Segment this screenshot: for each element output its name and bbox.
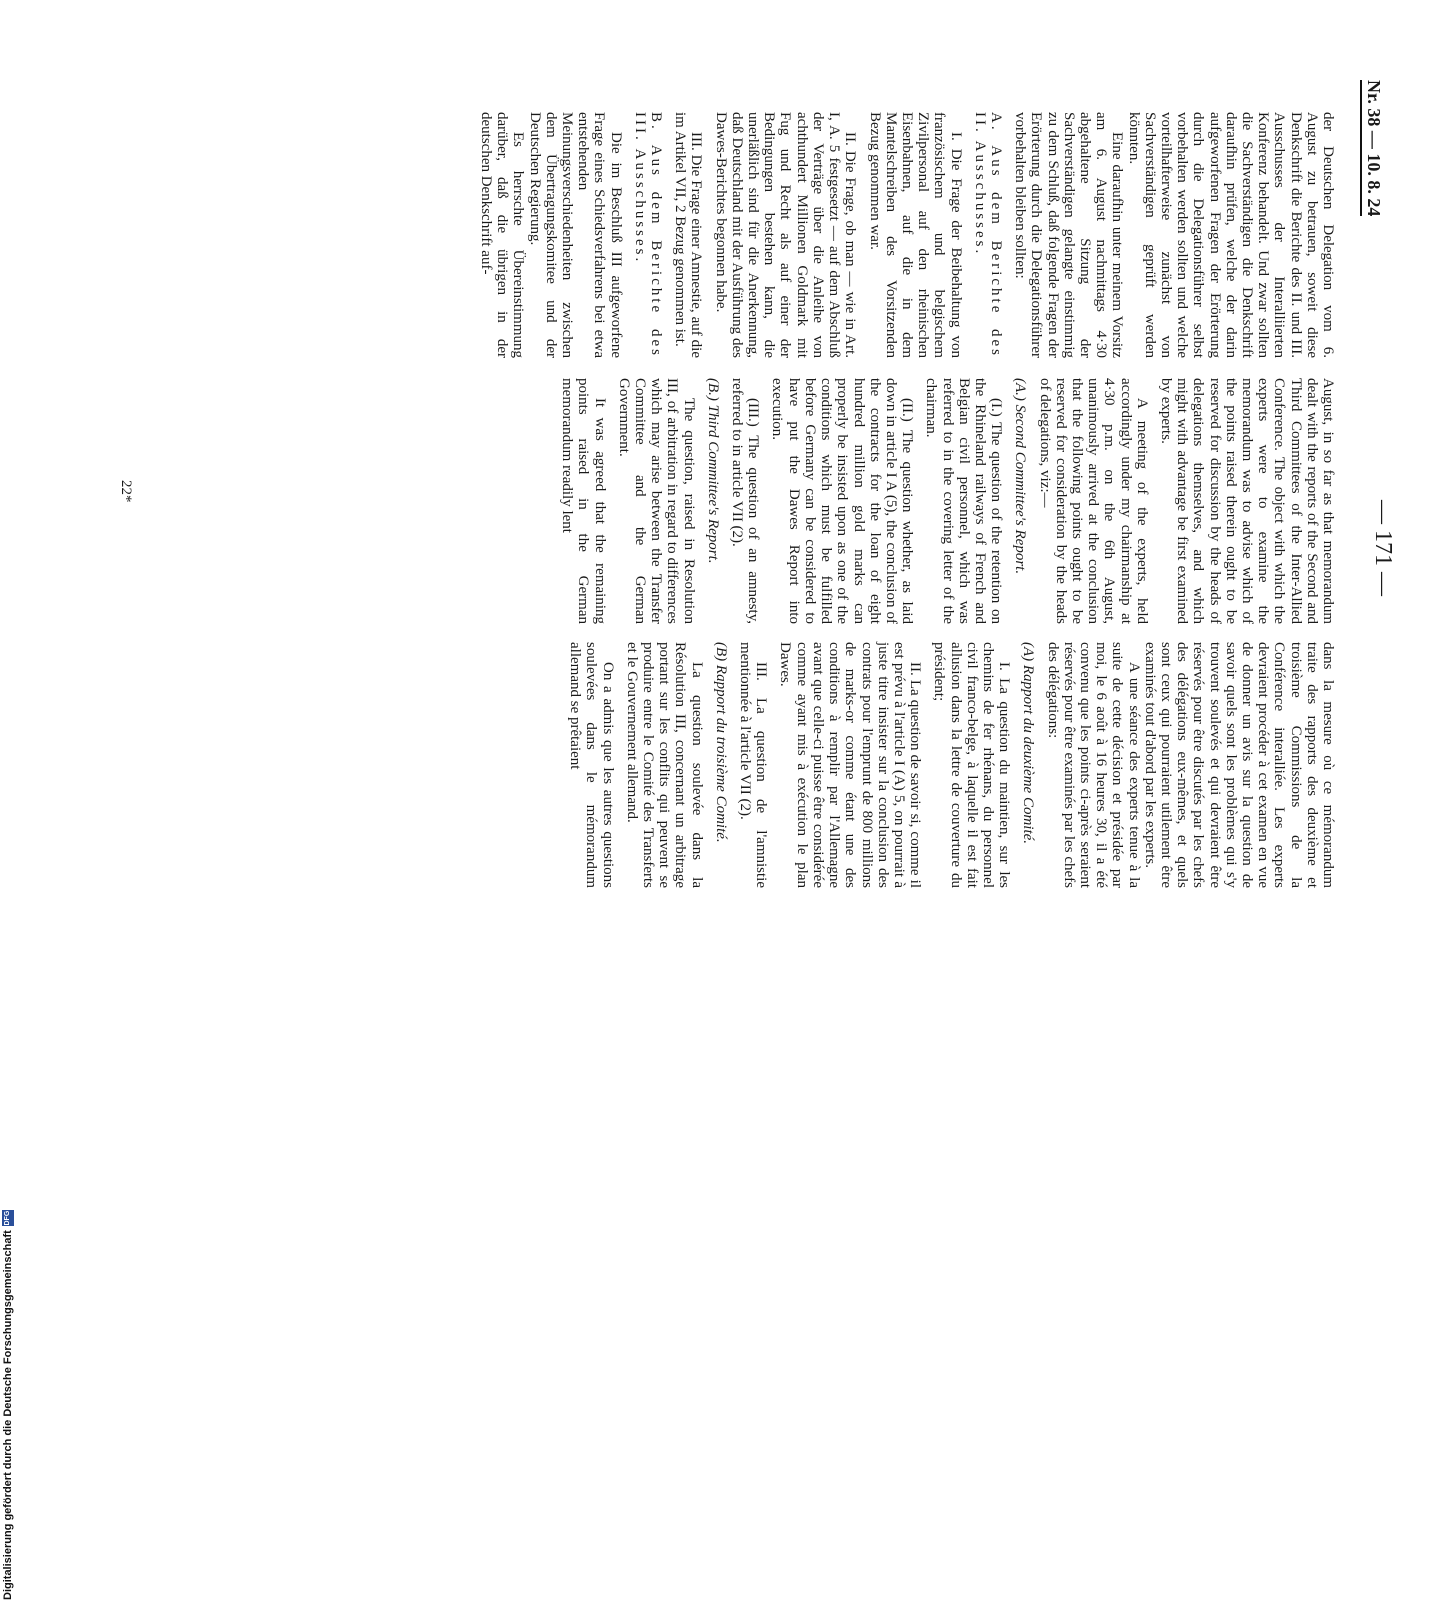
french-paragraph-6: La question soulevée dans la Résolution III, concernant un arbitrage portant sur les conflits qui peuvent se produire entre le Comité des Transferts et le Gouvernement allemand. xyxy=(623,642,705,888)
french-paragraph-7: On a admis que les autres questions soulevées dans le mémorandum allemand se prêtaient xyxy=(567,642,616,888)
dfg-logo-icon: DFG xyxy=(2,1210,14,1226)
german-heading-b: B. Aus dem Berichte des III. Ausschusses. xyxy=(631,112,665,358)
german-paragraph-4: II. Die Frage, ob man — wie in Art. I, A. 5 festgesetzt — auf dem Abschluß der Verträge über die Anleihe von achthundert Millionen Goldmark mit Fug und Recht als auf einer der Bedingungen bestehen kann, die unerläßlich sind für die Anerkennung, daß Deutschland mit der Ausführung des Dawes-Berichtes begonnen habe. xyxy=(712,112,859,358)
french-paragraph-1: dans la mesure où ce mémorandum traite des rapports des deuxième et troisième Commissions de la Conférence interalliée. Les experts devraient procéder à cet examen en vue de donner un avis sur la question de savoir quels sont les problèmes qui s'y trouvent soulevés et qui devraient être réservés pour être discutés par les chefs des délégations eux-mêmes, et quels sont ceux qui pourraient utilement être examinés tout d'abord par les experts. xyxy=(1141,642,1336,888)
english-paragraph-1: August, in so far as that memorandum dealt with the reports of the Second and Third Committees of the Inter-Allied Conference. The object with which the experts were to examine the memorandum was to advise which of the points raised therein ought to be reserved for discussion by the heads of delegations themselves, and which might with advantage be first examined by experts. xyxy=(1157,378,1336,624)
english-paragraph-4: (II.) The question whether, as laid down in article I A (5), the conclusion of the contracts for the loan of eight hundred million gold marks can properly be insisted upon as one of the conditions which must be fulfilled before Germany can be considered to have put the Dawes Report into execution. xyxy=(769,378,916,624)
english-heading-b: (B.) Third Committee's Report. xyxy=(704,378,721,564)
german-column xyxy=(478,112,1336,358)
credit-sidebar xyxy=(0,600,18,1600)
english-paragraph-7: It was agreed that the remaining points raised in the German memorandum readily lent xyxy=(559,378,608,624)
credit-text: Digitalisierung gefördert durch die Deutsche Forschungsgemeinschaft xyxy=(2,1230,14,1600)
german-paragraph-5: III. Die Frage einer Amnestie, auf die im Artikel VII, 2 Bezug genommen ist. xyxy=(672,112,705,358)
sheet-signature: 22* xyxy=(118,480,134,503)
english-paragraph-3: (I.) The question of the retention on the Rhineland railways of French and Belgian civil personnel, which was referred to in the covering letter of the chairman. xyxy=(923,378,1005,624)
english-heading-a: (A.) Second Committee's Report. xyxy=(1012,378,1029,575)
german-paragraph-7: Es herrschte Übereinstimmung darüber, daß die übrigen in der deutschen Denkschrift auf- xyxy=(478,112,527,358)
french-paragraph-3: I. La question du maintien, sur les chemins de fer rhénans, du personnel civil franco-belge, à laquelle il est fait allusion dans la lettre de couverture du président; xyxy=(931,642,1013,888)
german-paragraph-1: der Deutschen Delegation vom 6. August zu betrauen, soweit diese Denkschrift die Berichte des II. und III. Ausschusses der Interalliierten Konferenz behandelt. Und zwar sollten die Sachverständigen die Denkschrift daraufhin prüfen, welche der darin aufgeworfenen Fragen der Erörterung durch die Delegationsführer selbst vorbehalten werden sollten und welche vorteilhafterweise zunächst von Sachverständigen geprüft werden könnten. xyxy=(1125,112,1336,358)
english-paragraph-5: (III.) The question of an amnesty, referred to in article VII (2). xyxy=(729,378,762,624)
french-paragraph-4: II. La question de savoir si, comme il est prévu à l'article I (A) 5, on pourrait à juste titre insister sur la conclusion des contrats pour l'emprunt de 800 millions de marks-or comme étant une des conditions à remplir par l'Allemagne avant que celle-ci puisse être considérée comme ayant mis à exécution le plan Dawes. xyxy=(777,642,924,888)
english-column xyxy=(498,378,1336,624)
french-paragraph-2: A une séance des experts tenue à la suite de cette décision et présidée par moi, le 6 août à 16 heures 30, il a été convenu que les points ci-après seraient réservés pour être examinés par les chefs des délégations: xyxy=(1044,642,1142,888)
german-paragraph-2: Eine daraufhin unter meinem Vorsitz am 6. August nachmittags 4·30 abgehaltene Sitzung der Sachverständigen gelangte einstimmig zu dem Schluß, daß folgende Fragen der Erörterung durch die Delegationsführer vorbehalten bleiben sollten: xyxy=(1012,112,1126,358)
german-heading-a: A. Aus dem Berichte des II. Ausschusses. xyxy=(971,112,1004,358)
document-reference: Nr. 38 — 10. 8. 24 xyxy=(1360,80,1384,216)
french-heading-a: (A) Rapport du deuxième Comité. xyxy=(1020,642,1037,845)
german-paragraph-6: Die im Beschluß III aufgeworfene Frage eines Schiedsverfahrens bei etwa entstehenden Meinungsverschiedenheiten zwischen dem Übertragungskomitee und der Deutschen Regierung. xyxy=(526,112,624,358)
english-paragraph-6: The question, raised in Resolution III, of arbitration in regard to differences which may arise between the Transfer Committee and the German Government. xyxy=(615,378,697,624)
digitization-credit xyxy=(0,1210,16,1600)
english-paragraph-2: A meeting of the experts, held accordingly under my chairmanship at 4·30 p.m. on the 6th August, unanimously arrived at the conclusion that the following points ought to be reserved for consideration by the heads of delegations, viz:— xyxy=(1036,378,1150,624)
french-heading-b: (B) Rapport du troisième Comité. xyxy=(712,642,729,843)
french-column xyxy=(498,642,1336,888)
german-paragraph-3: I. Die Frage der Beibehaltung von französischem und belgischem Zivilpersonal auf den rheinischen Eisenbahnen, auf die in dem Mantelschreiben des Vorsitzenden Bezug genommen war. xyxy=(866,112,964,358)
page-number: — 171 — xyxy=(1370,500,1396,596)
french-paragraph-5: III. La question de l'amnistie mentionnée à l'article VII (2). xyxy=(737,642,770,888)
page-header xyxy=(1354,80,1404,930)
